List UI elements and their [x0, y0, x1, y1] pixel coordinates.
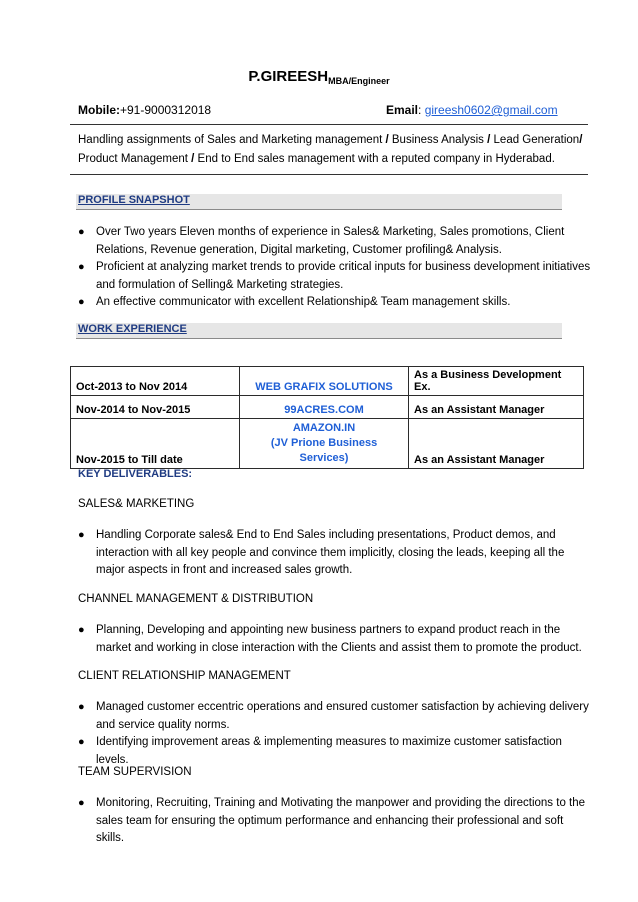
list-item-text: Proficient at analyzing market trends to provide critical inputs for business development initiatives and formulation of Selling& Marketing strategies. — [96, 261, 591, 291]
profile-snapshot-header — [76, 194, 562, 210]
email-line: Email: gireesh0602@gmail.com — [386, 103, 558, 117]
bullet-icon: ● — [78, 736, 85, 748]
bullet-icon: ● — [78, 226, 85, 238]
email-link[interactable]: gireesh0602@gmail.com — [424, 103, 558, 117]
role-cell: As a Business Development Ex. — [409, 367, 584, 396]
summary-line-2 — [78, 150, 583, 169]
section-heading: CHANNEL MANAGEMENT & DISTRIBUTION — [78, 593, 314, 605]
summary-text: End to End sales management with a reputed company in Hyderabad. — [194, 153, 555, 165]
bullet-icon: ● — [78, 701, 85, 713]
email-label: Email — [386, 103, 419, 117]
bullet-icon: ● — [78, 296, 85, 308]
summary-text: Handling assignments of Sales and Marketing management — [78, 134, 386, 146]
summary-slash: / — [487, 134, 491, 146]
work-experience-title: WORK EXPERIENCE — [78, 323, 187, 335]
mobile-value: +91-9000312018 — [120, 103, 212, 117]
list-item-text: Planning, Developing and appointing new business partners to expand product reach in the market and working in close interaction with the Clients and assist them to promote the product. — [96, 624, 582, 654]
candidate-name — [0, 68, 638, 86]
list-item-text: Handling Corporate sales& End to End Sales including presentations, Product demos, and interaction with all key people and convince them implicitly, closing the leads, keeping all the major aspects in front and increased sales growth. — [96, 529, 565, 576]
profile-snapshot-list — [78, 224, 591, 312]
section-heading: SALES& MARKETING — [78, 498, 195, 510]
summary-slash: / — [385, 134, 389, 146]
list-item — [78, 259, 591, 294]
credentials: MBA/Engineer — [328, 76, 390, 86]
list-item-text: Managed customer eccentric operations and ensured customer satisfaction by achieving delivery and service quality norms. — [96, 701, 589, 731]
company-name: AMAZON.IN — [292, 422, 356, 434]
company-cell — [240, 396, 409, 419]
summary-paragraph — [78, 131, 583, 169]
client-relationship-list — [78, 699, 591, 769]
work-experience-header — [76, 323, 562, 339]
section-heading: CLIENT RELATIONSHIP MANAGEMENT — [78, 670, 291, 682]
profile-snapshot-title: PROFILE SNAPSHOT — [78, 194, 190, 206]
company-cell — [240, 419, 409, 469]
divider-top — [70, 124, 588, 125]
company-name: 99ACRES.COM — [284, 404, 364, 416]
period-cell: Nov-2014 to Nov-2015 — [71, 396, 240, 419]
table-row — [71, 367, 584, 396]
list-item — [78, 527, 591, 580]
work-experience-table — [70, 366, 584, 469]
list-item — [78, 699, 591, 734]
table-row — [71, 419, 584, 469]
bullet-icon: ● — [78, 529, 85, 541]
sales-marketing-list — [78, 527, 591, 580]
summary-slash: / — [579, 134, 583, 146]
summary-slash: / — [191, 153, 195, 165]
bullet-icon: ● — [78, 797, 85, 809]
list-item — [78, 622, 591, 657]
team-supervision-list — [78, 795, 591, 848]
list-item — [78, 795, 591, 848]
company-subname: (JV Prione Business Services) — [270, 437, 378, 464]
role-cell: As an Assistant Manager — [409, 419, 584, 469]
company-cell — [240, 367, 409, 396]
role-cell: As an Assistant Manager — [409, 396, 584, 419]
list-item — [78, 734, 591, 769]
divider-summary — [70, 174, 588, 175]
mobile-label: Mobile: — [78, 103, 120, 117]
period-cell: Oct-2013 to Nov 2014 — [71, 367, 240, 396]
mobile-line — [78, 103, 211, 117]
section-heading: TEAM SUPERVISION — [78, 766, 192, 778]
period-cell: Nov-2015 to Till date — [71, 419, 240, 469]
name-text: P.GIREESH — [248, 68, 329, 85]
list-item — [78, 294, 591, 312]
bullet-icon: ● — [78, 261, 85, 273]
summary-text: Lead Generation — [490, 134, 580, 146]
list-item-text: Monitoring, Recruiting, Training and Motivating the manpower and providing the directions to the sales team for ensuring the optimum performance and enhancing their professional and soft skills. — [96, 797, 586, 844]
summary-line-1 — [78, 131, 583, 150]
summary-text: Product Management — [78, 153, 192, 165]
list-item-text: Over Two years Eleven months of experience in Sales& Marketing, Sales promotions, Client Relations, Revenue generation, Digital marketing, Customer profiling& Analysis. — [96, 226, 565, 256]
key-deliverables-title: KEY DELIVERABLES: — [78, 468, 193, 480]
list-item — [78, 224, 591, 259]
bullet-icon: ● — [78, 624, 85, 636]
table-row — [71, 396, 584, 419]
list-item-text: An effective communicator with excellent Relationship& Team management skills. — [96, 296, 511, 308]
company-name: WEB GRAFIX SOLUTIONS — [255, 381, 393, 393]
channel-management-list — [78, 622, 591, 657]
list-item-text: Identifying improvement areas & implementing measures to maximize customer satisfaction levels. — [96, 736, 562, 766]
summary-text: Business Analysis — [388, 134, 488, 146]
